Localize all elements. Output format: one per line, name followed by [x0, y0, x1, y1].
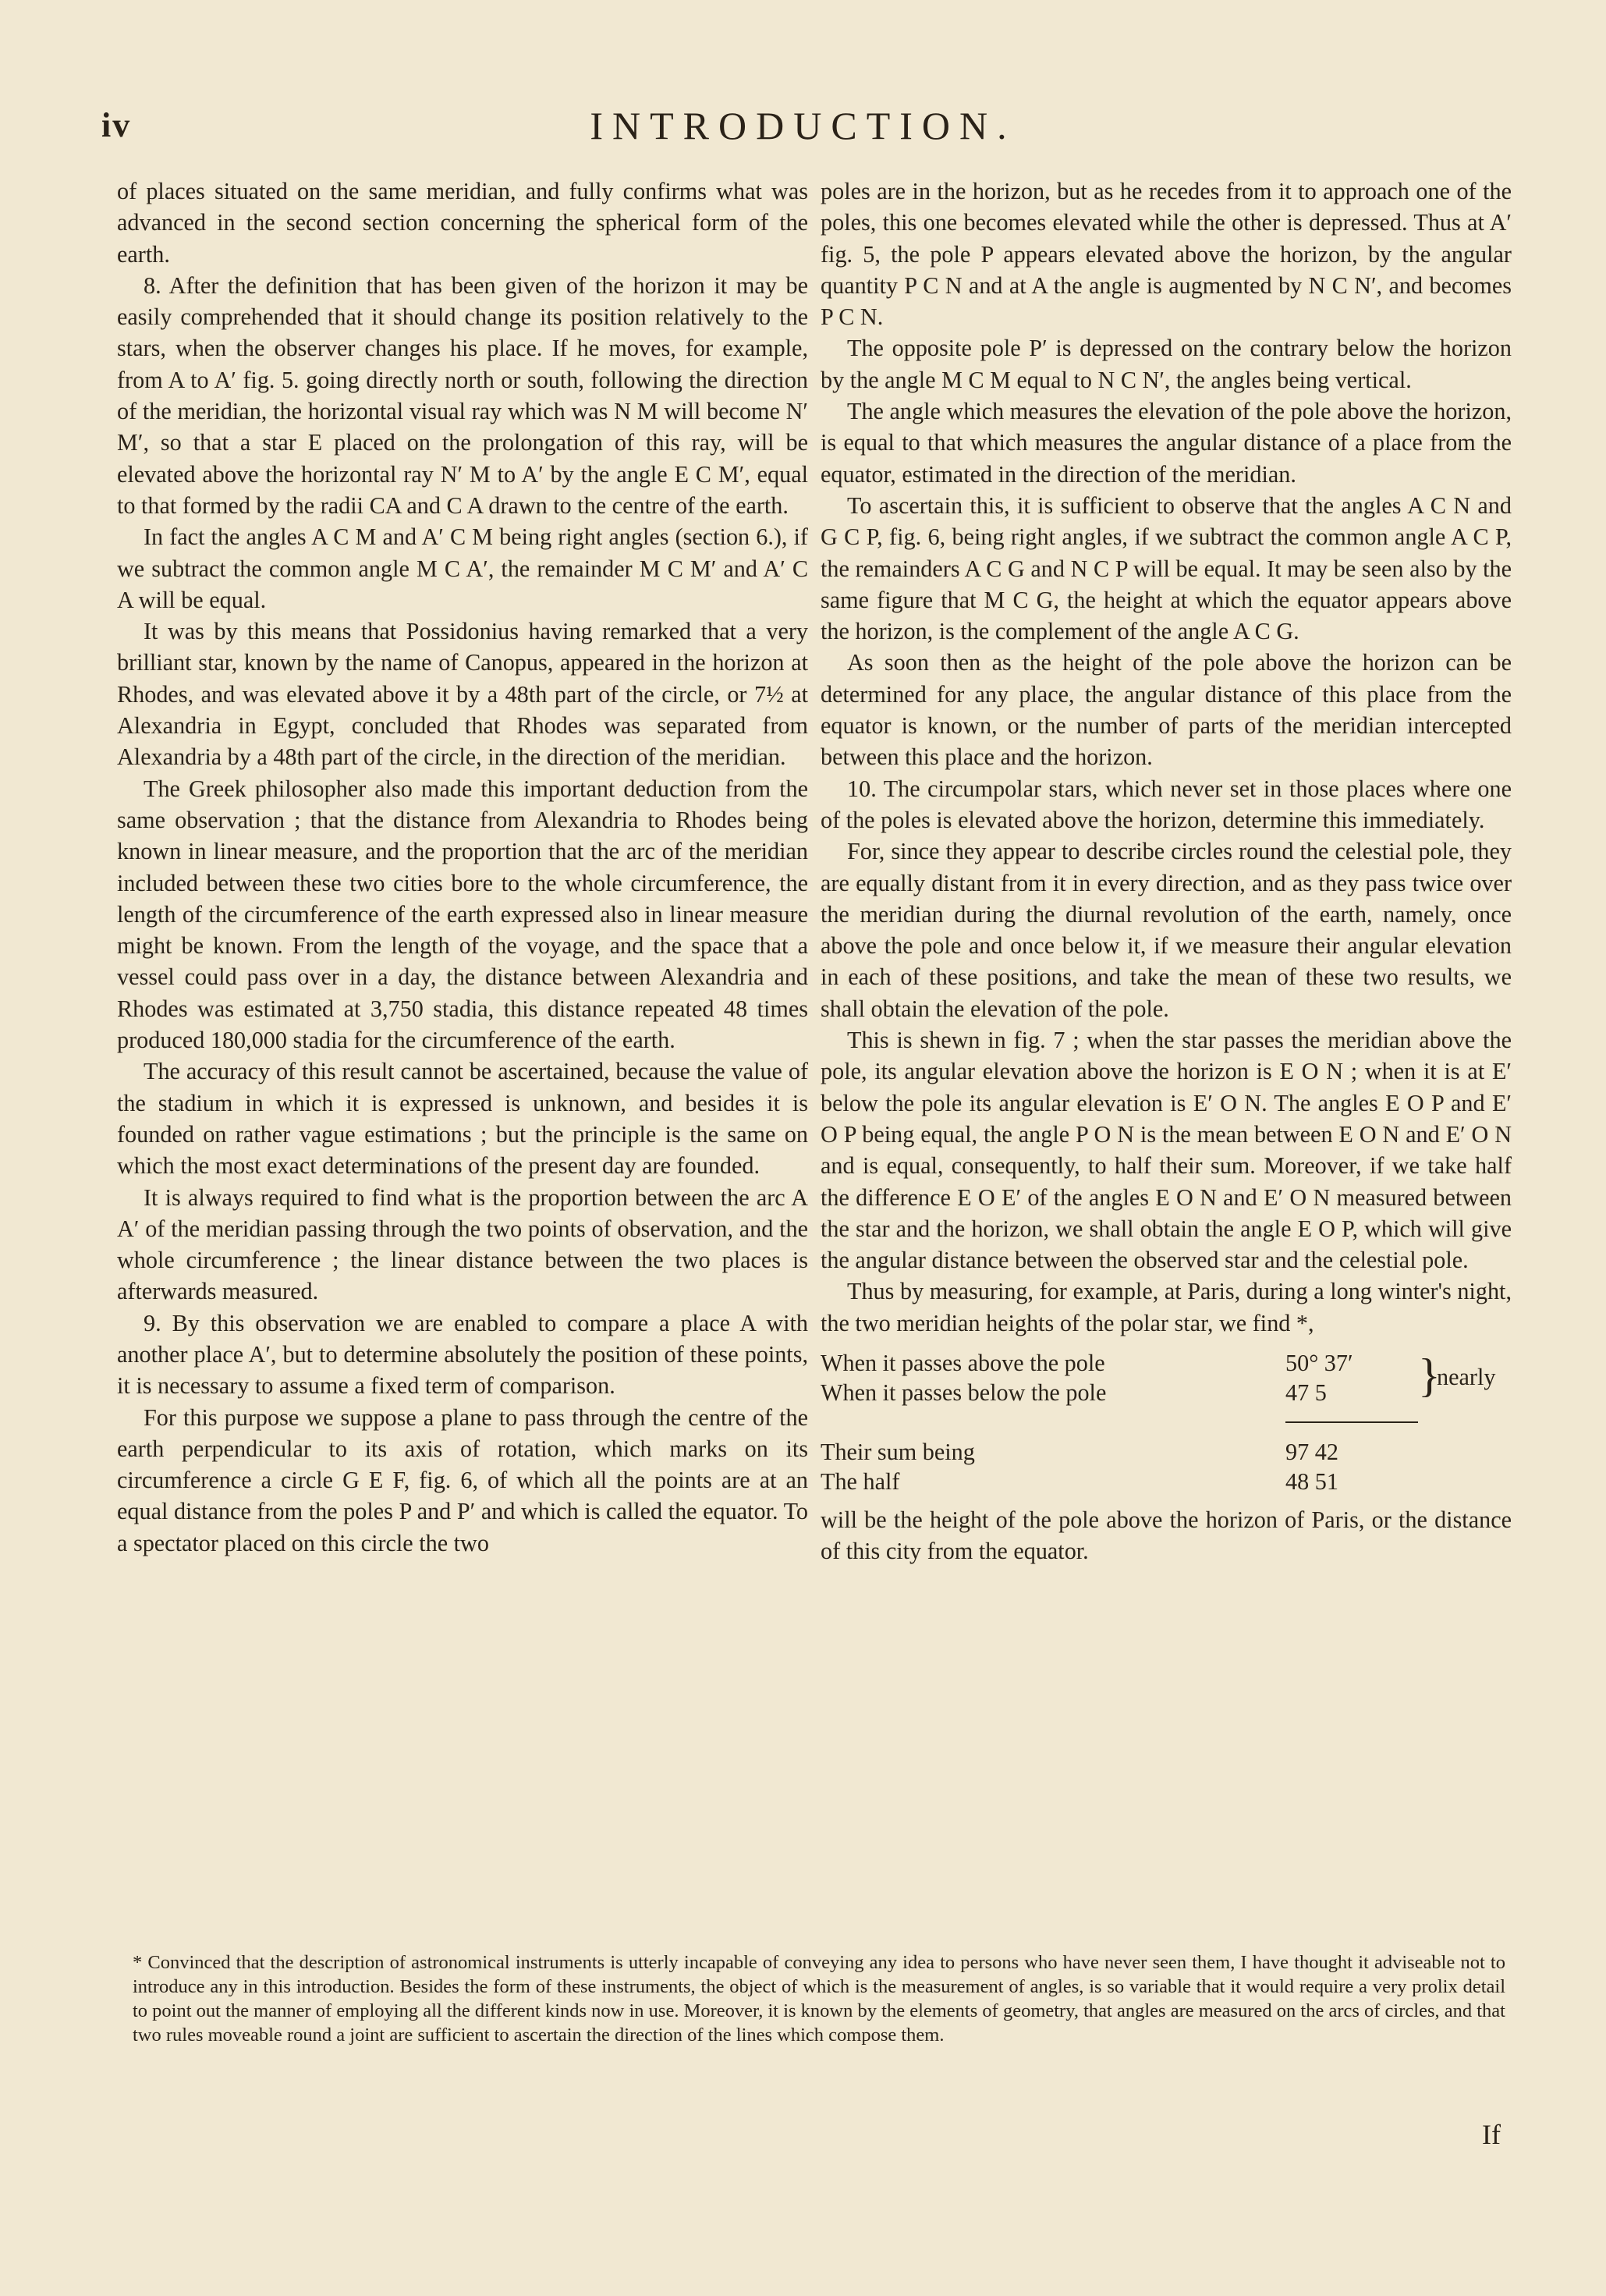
right-column [821, 176, 1512, 1567]
table-spacer [821, 1422, 1512, 1437]
catchword: If [1482, 2119, 1501, 2150]
paragraph: In fact the angles A C M and A′ C M being right angles (section 6.), if we subtract the common angle M C A′, the remainder M C M′ and A′ C A will be equal. [117, 523, 808, 613]
paragraph: poles are in the horizon, but as he recedes from it to approach one of the poles, this one becomes elevated while the other is depressed. Thus at A′ fig. 5, the pole P appears elevated above the horizon, by the angular quantity P C N and at A the angle is augmented by N C N′, and becomes P C N. [821, 178, 1512, 331]
page-number: iv [101, 106, 132, 144]
paragraph: 8. After the definition that has been given of the horizon it may be easily comprehended that it should change its position relatively to the stars, when the observer changes his place. If he moves, for example, from A to A′ fig. 5. going directly north or south, following the direction of the meridian, the horizontal visual ray which was N M will become N′ M′, so that a star E placed on the prolongation of this ray, will be elevated above the horizontal ray N′ M to A′ by the angle E C M′, equal to that formed by the radii CA and C A drawn to the centre of the earth. [117, 271, 808, 519]
sum-label: Their sum being [821, 1438, 975, 1465]
left-column [117, 176, 808, 1559]
paragraph: Thus by measuring, for example, at Paris, during a long winter's night, the two meridian heights of the polar star, we find *, [821, 1278, 1512, 1336]
paragraph: As soon then as the height of the pole above the horizon can be determined for any place, the angular distance of this place from the equator is known, or the number of parts of the meridian intercepted between this place and the horizon. [821, 649, 1512, 771]
paragraph: It was by this means that Possidonius having remarked that a very brilliant star, known by the name of Canopus, appeared in the horizon at Rhodes, and was elevated above it by a 48th part of the circle, or 7½ at Alexandria in Egypt, concluded that Rhodes was separated from Alexandria by a 48th part of the circle, in the direction of the meridian. [117, 618, 808, 771]
brace-note: nearly [1437, 1363, 1496, 1390]
paragraph: will be the height of the pole above the horizon of Paris, or the distance of this city from the equator. [821, 1506, 1512, 1565]
paragraph: 9. By this observation we are enabled to compare a place A with another place A′, but to determine absolutely the position of these points, it is necessary to assume a fixed term of comparison. [117, 1309, 808, 1400]
paragraph: The accuracy of this result cannot be ascertained, because the value of the stadium in which it is expressed is unknown, and besides it is founded on rather vague estimations ; but the principle is the same on which the most exact determinations of the present day are founded. [117, 1058, 808, 1180]
paragraph: This is shewn in fig. 7 ; when the star passes the meridian above the pole, its angular elevation above the horizon is E O N ; when it is at E′ below the pole its angular elevation is E′ O N. The angles E O P and E′ O P being equal, the angle P O N is the mean between E O N and E′ O N and is equal, consequently, to half their sum. Moreover, if we take half the difference E O E′ of the angles E O N and E′ O N measured between the star and the horizon, we shall obtain the angle E O P, which will give the angular distance between the observed star and the celestial pole. [821, 1027, 1512, 1274]
table-row [821, 1348, 1512, 1378]
half-value: 48 51 [1285, 1467, 1338, 1495]
sum-value: 97 42 [1285, 1438, 1338, 1465]
running-head-title: INTRODUCTION. [590, 104, 1016, 147]
paragraph: of places situated on the same meridian, and fully confirms what was advanced in the second section concerning the spherical form of the earth. [117, 178, 808, 268]
table-row [821, 1378, 1512, 1407]
table-row [821, 1437, 1512, 1467]
paragraph: The Greek philosopher also made this important deduction from the same observation ; that the distance from Alexandria to Rhodes being known in linear measure, and the proportion that the arc of the meridian included between these two cities bore to the whole circumference, the length of the circumference of the earth expressed also in linear measure might be known. From the length of the voyage, and the space that a vessel could pass over in a day, the distance between Alexandria and Rhodes was estimated at 3,750 stadia, this distance repeated 48 times produced 180,000 stadia for the circumference of the earth. [117, 775, 808, 1054]
half-label: The half [821, 1467, 900, 1495]
observation-table [821, 1348, 1512, 1496]
table-row [821, 1467, 1512, 1496]
paragraph: It is always required to find what is the proportion between the arc A A′ of the meridian passing through the two points of observation, and the whole circumference ; the linear distance between the two places is afterwards measured. [117, 1183, 808, 1305]
brace-icon: } [1418, 1349, 1441, 1401]
paragraph: For this purpose we suppose a plane to pass through the centre of the earth perpendicular to its axis of rotation, which marks on its circumference a circle G E F, fig. 6, of which all the points are at an equal distance from the poles P and P′ and which is called the equator. To a spectator placed on this circle the two [117, 1404, 808, 1556]
brace-annotation [1418, 1348, 1512, 1407]
paragraph: The opposite pole P′ is depressed on the contrary below the horizon by the angle M C M equal to N C N′, the angles being vertical. [821, 335, 1512, 393]
row-label: When it passes below the pole [821, 1379, 1107, 1406]
paragraph: 10. The circumpolar stars, which never set in those places where one of the poles is elevated above the horizon, determine this immediately. [821, 775, 1512, 833]
table-spacer [821, 1407, 1512, 1422]
paragraph: For, since they appear to describe circles round the celestial pole, they are equally distant from it in every direction, and as they pass twice over the meridian during the diurnal revolution of the earth, namely, once above the pole and once below it, if we measure their angular elevation in each of these positions, and take the mean of these two results, we shall obtain the elevation of the pole. [821, 838, 1512, 1022]
paragraph: To ascertain this, it is sufficient to observe that the angles A C N and G C P, fig. 6, being right angles, if we subtract the common angle A C P, the remainders A C G and N C P will be equal. It may be seen also by the same figure that M C G, the height at which the equator appears above the horizon, is the complement of the angle A C G. [821, 491, 1512, 645]
footnote: * Convinced that the description of astronomical instruments is utterly incapable of conveying any idea to persons who have never seen them, I have thought it adviseable not to introduce any in this introduction. Besides the form of these instruments, the object of which is the measurement of angles, is so variable that it would require a very prolix detail to point out the manner of employing all the different kinds now in use. Moreover, it is known by the elements of geometry, that angles are measured on the arcs of circles, and that two rules moveable round a joint are sufficient to ascertain the direction of the lines which compose them. [133, 1952, 1505, 2046]
row-label: When it passes above the pole [821, 1349, 1105, 1376]
row-value: 50° 37′ [1285, 1349, 1353, 1376]
row-value: 47 5 [1285, 1379, 1327, 1406]
paragraph: The angle which measures the elevation of the pole above the horizon, is equal to that which measures the angular distance of a place from the equator, estimated in the direction of the meridian. [821, 398, 1512, 488]
